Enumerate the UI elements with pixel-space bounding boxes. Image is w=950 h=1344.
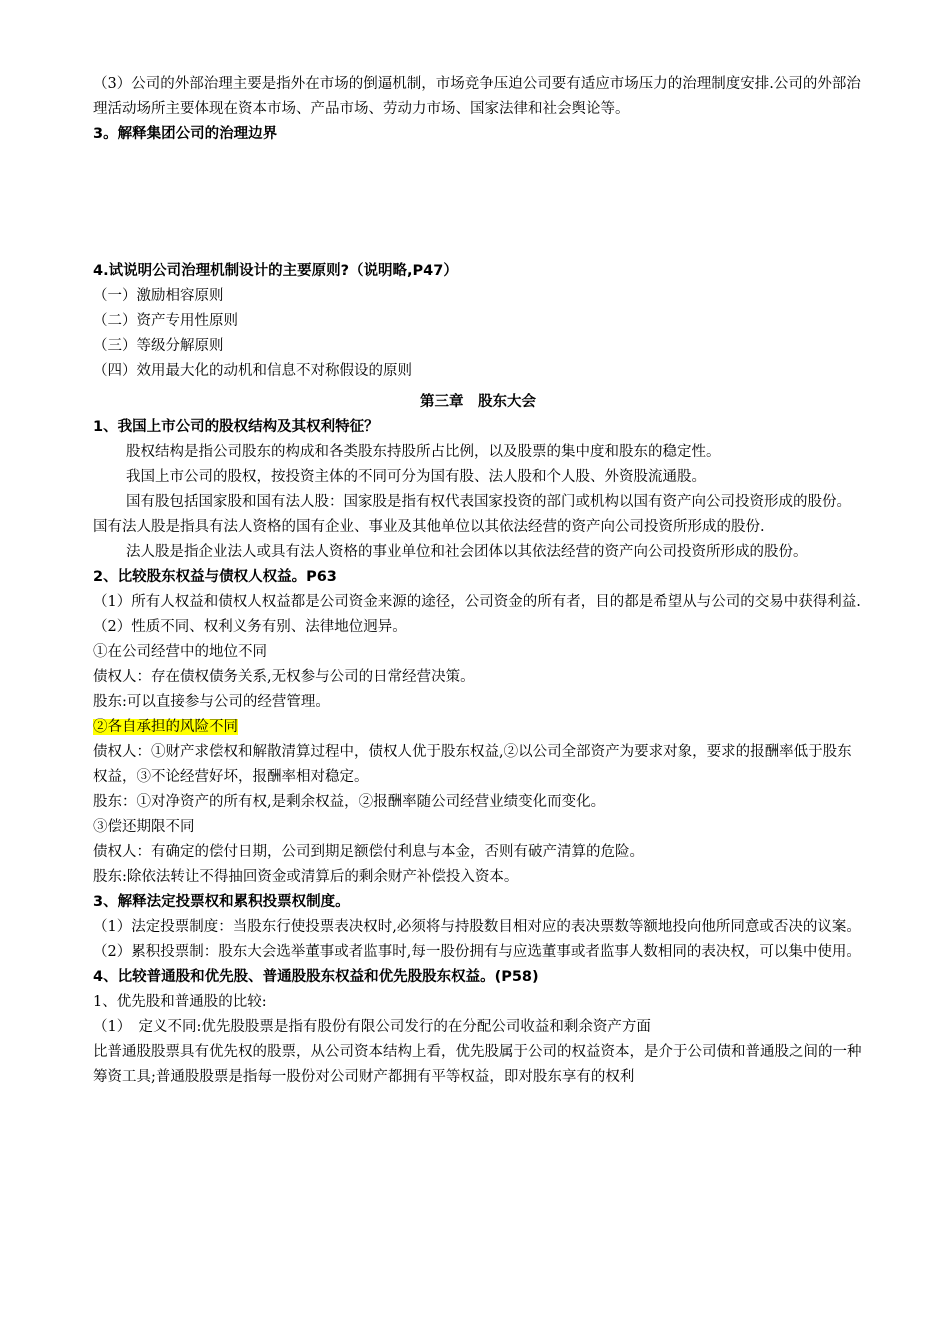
s1-paragraph-3: 国有股包括国家股和国有法人股：国家股是指有权代表国家投资的部门或机构以国有资产向公司投资形成的股份。国有法人股是指具有法人资格的国有企业、事业及其他单位以其依法经营的资产向公司投资所形成的股份.	[93, 494, 851, 535]
blank-space	[93, 147, 863, 259]
s2-point-c-shareholder: 股东:除依法转让不得抽回资金或清算后的剩余财产补偿投入资本。	[93, 869, 519, 885]
s4-paragraph-1: 1、优先股和普通股的比较:	[93, 994, 267, 1010]
s2-point-b-creditor: 债权人：①财产求偿权和解散清算过程中，债权人优于股东权益,②以公司全部资产为要求对象，要求的报酬率低于股东权益，③不论经营好坏，报酬率相对稳定。	[93, 744, 852, 785]
s4-paragraph-3: 比普通股股票具有优先权的股票，从公司资本结构上看，优先股属于公司的权益资本，是介于公司债和普通股之间的一种筹资工具;普通股股票是指每一股份对公司财产都拥有平等权益，即对股东享有的权利	[93, 1044, 862, 1085]
section-2-heading: 2、比较股东权益与债权人权益。P63	[93, 569, 337, 585]
section-4-heading: 4、比较普通股和优先股、普通股股东权益和优先股股东权益。(P58)	[93, 969, 539, 985]
question-3-heading: 3。解释集团公司的治理边界	[93, 126, 278, 142]
s4-paragraph-2: （1） 定义不同:优先股股票是指有股份有限公司发行的在分配公司收益和剩余资产方面	[93, 1019, 651, 1035]
s1-paragraph-2: 我国上市公司的股权，按投资主体的不同可分为国有股、法人股和个人股、外资股流通股。	[126, 469, 706, 485]
s2-point-c: ③偿还期限不同	[93, 819, 195, 835]
document-page	[93, 72, 863, 1090]
principle-item: （二）资产专用性原则	[93, 313, 238, 329]
paragraph-external-governance: （3）公司的外部治理主要是指外在市场的倒逼机制，市场竞争压迫公司要有适应市场压力的治理制度安排.公司的外部治理活动场所主要体现在资本市场、产品市场、劳动力市场、国家法律和社会舆论等。	[93, 76, 861, 117]
s3-paragraph-1: （1）法定投票制度：当股东行使投票表决权时,必须将与持股数目相对应的表决票数等额地投向他所同意或否决的议案。	[93, 919, 861, 935]
s2-point-a: ①在公司经营中的地位不同	[93, 644, 267, 660]
principle-item: （三）等级分解原则	[93, 338, 224, 354]
s2-point-a-creditor: 债权人：存在债权债务关系,无权参与公司的日常经营决策。	[93, 669, 475, 685]
s2-point-a-shareholder: 股东:可以直接参与公司的经营管理。	[93, 694, 330, 710]
chapter-title: 第三章 股东大会	[420, 394, 536, 410]
section-1-heading: 1、我国上市公司的股权结构及其权利特征？	[93, 419, 379, 435]
highlighted-point-b: ②各自承担的风险不同	[93, 719, 238, 735]
s2-paragraph-2: （2）性质不同、权利义务有别、法律地位迥异。	[93, 619, 407, 635]
question-4-heading: 4.试说明公司治理机制设计的主要原则?（说明略,P47）	[93, 263, 458, 279]
s1-paragraph-4: 法人股是指企业法人或具有法人资格的事业单位和社会团体以其依法经营的资产向公司投资所形成的股份。	[126, 544, 808, 560]
principle-item: （一）激励相容原则	[93, 288, 224, 304]
principle-item: （四）效用最大化的动机和信息不对称假设的原则	[93, 363, 412, 379]
section-3-heading: 3、解释法定投票权和累积投票权制度。	[93, 894, 350, 910]
s2-point-b-shareholder: 股东：①对净资产的所有权,是剩余权益，②报酬率随公司经营业绩变化而变化。	[93, 794, 606, 810]
s2-point-c-creditor: 债权人：有确定的偿付日期，公司到期足额偿付利息与本金，否则有破产清算的危险。	[93, 844, 644, 860]
s1-paragraph-1: 股权结构是指公司股东的构成和各类股东持股所占比例，以及股票的集中度和股东的稳定性。	[126, 444, 721, 460]
s3-paragraph-2: （2）累积投票制：股东大会选举董事或者监事时,每一股份拥有与应选董事或者监事人数相同的表决权，可以集中使用。	[93, 944, 861, 960]
s2-paragraph-1: （1）所有人权益和债权人权益都是公司资金来源的途径，公司资金的所有者，目的都是希望从与公司的交易中获得利益.	[93, 594, 861, 610]
